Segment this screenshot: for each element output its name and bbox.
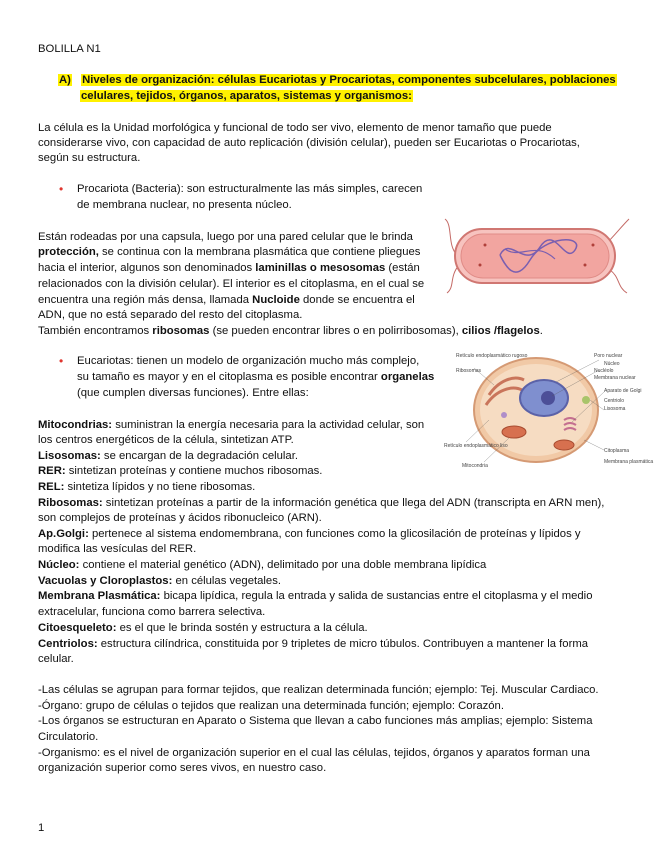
organelle-nucleo [38, 557, 486, 573]
organelle-name: Ap.Golgi: [38, 528, 89, 540]
intro-line3: según su estructura. [38, 152, 141, 164]
intro-line1: La célula es la Unidad morfológica y funcional de todo ser vivo, elemento de menor tamaño que puede [38, 122, 552, 134]
euk-organelas: organelas [380, 371, 435, 383]
section-title [58, 72, 617, 88]
organelle-text: pertenece al sistema endomembrana, con funciones como la glicosilación de proteínas y lípidos y [88, 528, 581, 540]
figure-label-rer: Retículo endoplasmático rugoso [456, 353, 528, 359]
organelle-name: Membrana Plasmática: [38, 590, 161, 602]
organelle-text-cont: son complejos de proteínas y ácidos ribonucleico (ARN). [38, 512, 322, 524]
figure-label-nucleolo: Nucléolo [594, 368, 614, 374]
section-prefix: A) [59, 74, 71, 86]
organelle-name: REL: [38, 481, 65, 493]
figure-label-lisosoma: Lisosoma [604, 406, 626, 412]
organelle-name: Centriolos: [38, 638, 98, 650]
organelle-mitocondrias [38, 417, 424, 433]
level-line: -Órgano: grupo de células o tejidos que realizan una determinada función; ejemplo: Corazón. [38, 700, 504, 712]
prok-bullet-line2: de membrana nuclear, no presenta núcleo. [77, 199, 292, 211]
figure-label-citoplasma: Citoplasma [604, 448, 630, 454]
prok-p2-start: También encontramos [38, 325, 153, 337]
organelle-vacuolas [38, 573, 281, 589]
organelle-text: bicapa lipídica, regula la entrada y salida de sustancias entre el citoplasma y el medio [160, 590, 593, 602]
figure-label-membrana-plasmatica: Membrana plasmática [604, 459, 654, 465]
section-title-line2: celulares, tejidos, órganos, aparatos, sistemas y organismos: [81, 90, 412, 102]
level-line: -Las células se agrupan para formar tejidos, que realizan determinada función; ejemplo: Tej. Muscular Cardiaco. [38, 684, 599, 696]
prok-p1-line5-end: donde se encuentra el [299, 294, 415, 306]
organelle-name: RER: [38, 465, 66, 477]
euk-bullet-line2 [77, 369, 434, 385]
organelle-rel [38, 479, 255, 495]
organelle-membrana [38, 588, 592, 604]
level-line: -Los órganos se estructuran en Aparato o Sistema que llevan a cabo funciones más amplias; ejemplo: Sistema [38, 715, 593, 727]
page-number: 1 [38, 822, 45, 834]
organelle-lisosomas [38, 448, 298, 464]
bullet-icon: • [59, 354, 64, 368]
prok-p1-line3-text: hacia el interior, algunos son denominados [38, 262, 256, 274]
euk-bullet-line3: (que cumplen diversas funciones). Entre ellas: [77, 387, 309, 399]
prok-p1-line4: relacionados con la división celular). El interior es el citoplasma, en el cual se [38, 278, 425, 290]
organelle-text-cont: extracelular, funciona como barrera selectiva. [38, 606, 266, 618]
intro-line2: considerarse vivo, con capacidad de auto replicación (división celular), pueden ser Eucariotas o Procariotas, [38, 137, 580, 149]
organelle-centriolos [38, 636, 588, 652]
prok-p1-line2-text: se continua con la membrana plasmática que contiene pliegues [98, 246, 421, 258]
prok-ribosomas: ribosomas [152, 325, 210, 337]
euk-bullet-line1: Eucariotas: tienen un modelo de organización mucho más complejo, [77, 355, 420, 367]
figure-label-mitocondria: Mitocondria [462, 463, 488, 469]
prok-p1-line5-text: encuentra una región más densa, llamada [38, 294, 253, 306]
figure-label-ribosomas: Ribosomas [456, 368, 482, 374]
organelle-text: sintetizan proteínas a partir de la información genética que llega del ADN (transcripta en ARN men), [102, 497, 605, 509]
header: BOLILLA N1 [38, 43, 101, 55]
level-line: Circulatorio. [38, 731, 99, 743]
prok-protection: protección, [38, 246, 99, 258]
level-line: -Organismo: es el nivel de organización superior en el cual las células, tejidos, órganos y aparatos forman una [38, 747, 590, 759]
prok-p1-line1: Están rodeadas por una capsula, luego por una pared celular que le brinda [38, 231, 413, 243]
organelle-name: Citoesqueleto: [38, 622, 117, 634]
organelle-text: es el que le brinda sostén y estructura a la célula. [116, 622, 368, 634]
figure-label-poro: Poro nuclear [594, 353, 623, 359]
figure-label-centriolo: Centriolo [604, 398, 625, 404]
bullet-icon: • [59, 182, 64, 196]
organelle-text: contiene el material genético (ADN), delimitado por una doble membrana lipídica [79, 559, 487, 571]
organelle-text-cont: los centros energéticos de la célula, sintetizan ATP. [38, 434, 294, 446]
organelle-text: se encargan de la degradación celular. [100, 450, 298, 462]
figure-label-nucleo: Núcleo [604, 361, 620, 367]
prok-p1-line6: ADN, que no está separado del resto del citoplasma. [38, 309, 303, 321]
organelle-name: Vacuolas y Cloroplastos: [38, 575, 173, 587]
level-line: organización superior como seres vivos, en nuestro caso. [38, 762, 327, 774]
prok-p2 [38, 323, 543, 339]
prok-bullet-line1: Procariota (Bacteria): son estructuralmente las más simples, carecen [77, 183, 423, 195]
section-title-row2 [80, 88, 413, 104]
prok-mesosomas: laminillas o mesosomas [255, 262, 386, 274]
organelle-name: Ribosomas: [38, 497, 103, 509]
prok-p1-line2 [38, 244, 420, 260]
organelle-ribosomas [38, 495, 604, 511]
organelle-name: Mitocondrias: [38, 419, 113, 431]
organelle-citoesqueleto [38, 620, 368, 636]
euk-bullet-line2-text: su tamaño es mayor y en el citoplasma es posible encontrar [77, 371, 381, 383]
prok-p2-mid: (se pueden encontrar libres o en polirribosomas), [209, 325, 462, 337]
bacteria-illustration [445, 215, 630, 295]
organelle-text: en células vegetales. [172, 575, 282, 587]
organelle-golgi [38, 526, 581, 542]
organelle-name: Núcleo: [38, 559, 80, 571]
organelle-rer [38, 463, 322, 479]
organelle-text: sintetizan proteínas y contiene muchos ribosomas. [65, 465, 323, 477]
prok-p1-line5 [38, 292, 415, 308]
prok-p1-line3-end: (están [385, 262, 420, 274]
figure-label-membrana-nuclear: Membrana nuclear [594, 375, 636, 381]
section-title-line1: Niveles de organización: células Eucariotas y Procariotas, componentes subcelulares, poblaciones [82, 74, 616, 86]
prok-nucloide: Nucloide [252, 294, 300, 306]
organelle-text: sintetiza lípidos y no tiene ribosomas. [64, 481, 256, 493]
prok-p2-end: . [539, 325, 543, 337]
prok-cilios: cilios /flagelos [461, 325, 540, 337]
organelle-name: Lisosomas: [38, 450, 101, 462]
organelle-text-cont: modifica las vesículas del RER. [38, 543, 197, 555]
eukaryotic-cell-illustration [444, 350, 654, 470]
prok-p1-line3 [38, 260, 420, 276]
figure-label-rel: Retículo endoplasmático liso [444, 443, 508, 449]
organelle-text-cont: celular. [38, 653, 74, 665]
figure-label-golgi: Aparato de Golgi [604, 388, 642, 394]
organelle-text: suministran la energía necesaria para la actividad celular, son [112, 419, 425, 431]
organelle-text: estructura cilíndrica, constituida por 9 tripletes de micro túbulos. Contribuyen a mantener la forma [97, 638, 589, 650]
